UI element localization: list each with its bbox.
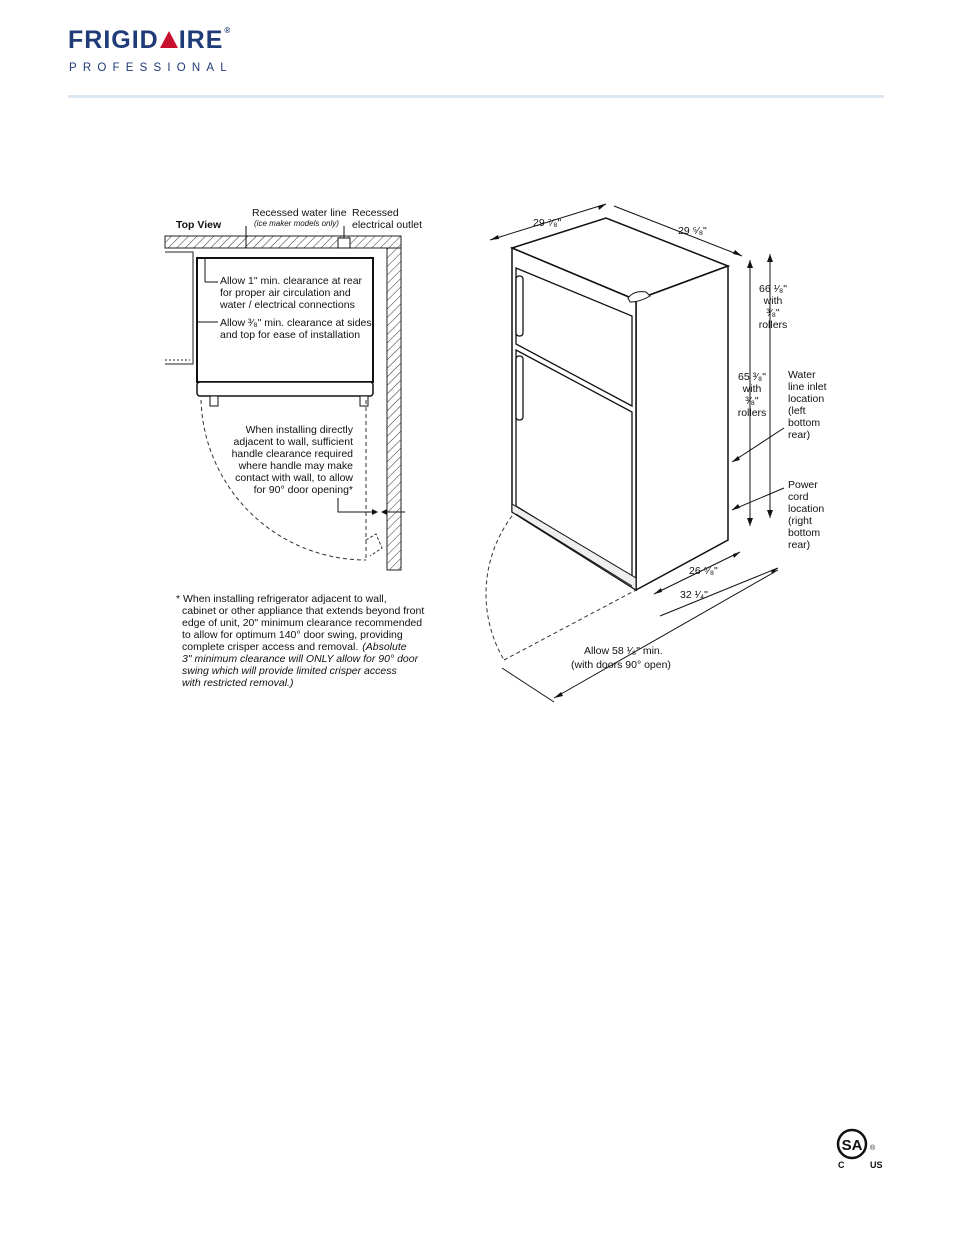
side-clearance-1: Allow ³⁄₈" min. clearance at sides — [220, 317, 372, 329]
power-cord-2: cord — [788, 491, 809, 503]
fridge-handle — [516, 356, 523, 420]
power-cord-6: rear) — [788, 539, 811, 551]
csa-certification-icon — [836, 1128, 886, 1170]
power-cord-5: bottom — [788, 527, 821, 539]
fridge-side-panel — [636, 266, 728, 590]
water-inlet-5: bottom — [788, 417, 821, 429]
footnote-line-7: swing which will provide limited crisper access — [182, 665, 397, 677]
allow-clearance-1: Allow 58 ¹⁄₈" min. — [584, 645, 663, 657]
water-line-note: (ice maker models only) — [254, 219, 339, 228]
footnote-line-1: * When installing refrigerator adjacent to wall, — [176, 593, 387, 605]
footnote-line-8: with restricted removal.) — [182, 677, 294, 689]
frigidaire-logo: FRIGID IRE® — [68, 26, 232, 54]
dim-depth-total: 32 ¹⁄₄" — [680, 589, 708, 601]
water-inlet-3: location — [788, 393, 825, 405]
footnote-line-4: to allow for optimum 140° door swing, providing — [182, 629, 403, 641]
professional-subbrand: PROFESSIONAL — [69, 62, 233, 74]
dim-height-rollers-3: ³⁄₈" — [766, 307, 780, 319]
water-inlet-1: Water — [788, 369, 816, 381]
csa-mark-text: SA — [841, 1137, 863, 1154]
outlet-label-2: electrical outlet — [352, 219, 423, 231]
csa-us-label: US — [870, 1160, 883, 1170]
dim-height-rollers-1: 66 ¹⁄₈" — [759, 283, 787, 295]
freezer-handle — [516, 276, 523, 336]
footnote-line-2: cabinet or other appliance that extends beyond front — [182, 605, 425, 617]
fridge-3d-diagram — [486, 204, 827, 702]
power-cord-4: (right — [788, 515, 812, 527]
top-view-title: Top View — [176, 219, 222, 231]
footnote-line-3: edge of unit, 20" minimum clearance recommended — [182, 617, 423, 629]
power-cord-1: Power — [788, 479, 818, 491]
outlet-label-1: Recessed — [352, 207, 399, 219]
footnote-line-6: 3" minimum clearance will ONLY allow for 90° door — [182, 653, 419, 665]
water-inlet-6: rear) — [788, 429, 811, 441]
handle-note-5: contact with wall, to allow — [235, 472, 353, 484]
rear-clearance-1: Allow 1" min. clearance at rear — [220, 275, 363, 287]
rear-clearance-2: for proper air circulation and — [220, 287, 351, 299]
dim-height-body-1: 65 ³⁄₈" — [738, 371, 766, 383]
handle-note-6: for 90° door opening* — [253, 484, 353, 496]
handle-note-3: handle clearance required — [231, 448, 353, 460]
handle-note-1: When installing directly — [245, 424, 353, 436]
water-inlet-2: line inlet — [788, 381, 827, 393]
dim-depth: 29 ⁵⁄₈" — [678, 225, 707, 237]
water-inlet-4: (left — [788, 405, 806, 417]
dim-height-rollers-4: rollers — [758, 319, 788, 331]
rear-wall — [165, 236, 401, 248]
csa-registered: ® — [870, 1145, 876, 1152]
rear-clearance-3: water / electrical connections — [220, 299, 355, 311]
csa-c-label: C — [838, 1160, 845, 1170]
handle-note-2: adjacent to wall, sufficient — [233, 436, 353, 448]
top-view-diagram — [165, 207, 422, 570]
footnote — [176, 593, 424, 689]
dim-height-body-2: with — [742, 383, 762, 395]
handle-note-4: where handle may make — [238, 460, 353, 472]
dim-height-body-4: rollers — [737, 407, 767, 419]
dim-width: 29 ⁷⁄₈" — [533, 217, 562, 229]
water-line-label: Recessed water line — [252, 207, 347, 219]
dim-height-rollers-2: with — [763, 295, 783, 307]
dim-height-body-3: ³⁄₈" — [745, 395, 759, 407]
dim-depth-body: 26 ⁵⁄₈" — [689, 565, 718, 577]
power-cord-3: location — [788, 503, 825, 515]
side-wall — [387, 248, 401, 570]
allow-clearance-2: (with doors 90° open) — [571, 659, 671, 671]
footnote-line-5: complete crisper access and removal. (Absolute — [182, 641, 407, 653]
side-clearance-2: and top for ease of installation — [220, 329, 361, 341]
